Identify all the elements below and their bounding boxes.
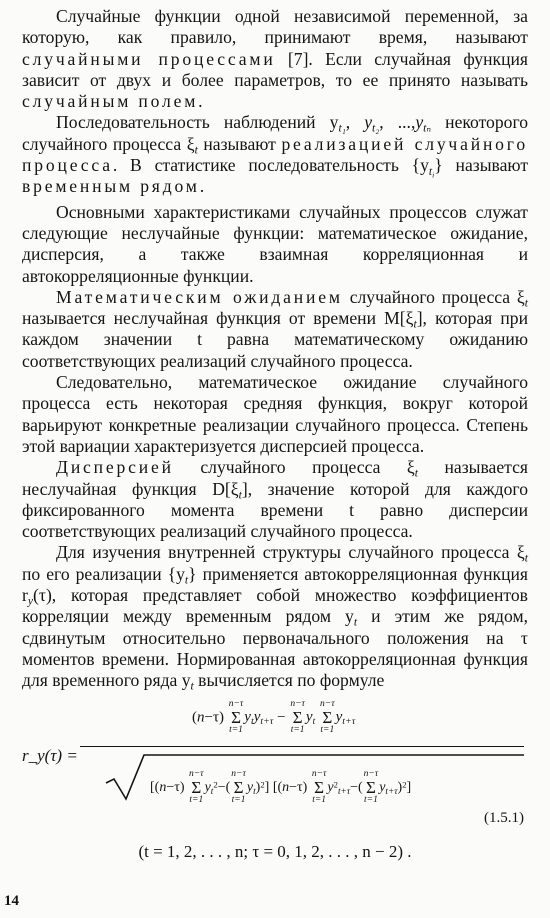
term-random-field: случайным полем — [22, 91, 199, 112]
term-random-processes: случайными процессами — [22, 48, 276, 69]
paragraph-variance: Дисперсией случайного процесса $\xi_t$ называется неслучайная функция $D[\xi_t]$, значение которой для каждого фиксированного момента времени t равно дисперсии соответствующих реализаций случайного процесса. — [22, 457, 528, 542]
term-realization: реализацией случайного процесса — [22, 133, 529, 176]
formula-range: (t = 1, 2, . . . , n; τ = 0, 1, 2, . . . , n − 2) . — [138, 841, 412, 861]
paragraph-autocorrelation: Для изучения внутренней структуры случайного процесса $\xi_t$ по его реализации $\{y_t\}$ применяется автокорреляционная функция $r_y(\tau)$, которая представляет собой множество коэффициентов корреляции между временным рядом $y_t$ и этим же рядом, сдвинутым относительно первоначального положения на τ моментов времени. Нормированная автокорреляционная функция для временного ряда $y_t$ вычисляется по формуле — [22, 542, 528, 693]
paragraph-expectation: Математическим ожиданием случайного процесса $\xi_t$ называется неслучайная функция от времени $M[\xi_t]$, которая при каждом значении t равна математическому ожиданию соответствующих реализаций случайного процесса. — [22, 286, 528, 371]
term-time-series: временным рядом — [22, 176, 200, 197]
formula-numerator: (n−τ) n−τ Σ t=1 $y_ty_{t+\tau}$ − n−τ Σ t=1 $y_t$ n−τ Σ t=1 $y_{t+\tau}$ — [192, 698, 356, 735]
term-expectation: Математическим ожиданием — [56, 286, 343, 307]
term-variance: Дисперсией — [56, 457, 174, 478]
paragraph-realization: Последовательность наблюдений $y_{t_1}$, $y_{t_2}$, $...,y_{t_n}$ некоторого случайного процесса $\xi_t$ называют реализацией случайного процесса. В статистике последовательность $\{y_{t_i}\}$ называют временным рядом. — [22, 112, 529, 197]
autocorrelation-formula — [22, 698, 528, 838]
paragraph-characteristics: Основными характеристиками случайных процессов служат следующие неслучайные функции: математическое ожидание, дисперсия, а также взаимная корреляционная и автокорреляционные функции. — [22, 201, 528, 286]
paragraph-random-processes: Случайные функции одной независимой переменной, за которую, как правило, принимают время, называют случайными процессами [7]. Если случайная функция зависит от двух и более параметров, то ее принято называть случайным полем. — [22, 6, 528, 112]
page-number: 14 — [4, 893, 19, 909]
paragraph-mean-function: Следовательно, математическое ожидание случайного процесса есть некоторая средняя функция, вокруг которой варьируют конкретные реализации случайного процесса. Степень этой вариации характеризуется дисперсией процесса. — [22, 372, 528, 456]
fraction-bar — [80, 746, 524, 747]
formula-denominator: [(n−τ) n−τ Σ t=1 $y_t^2-$( n−τ Σ t=1 $y_t)^2$] [(n−τ) n−τ Σ t=1 $y^2_{t+\tau}-$( n−τ Σ t=1 $y_{t+\tau})^2$] — [150, 768, 412, 805]
equation-number: (1.5.1) — [484, 809, 524, 826]
formula-lhs: r_y(τ) = — [22, 745, 78, 765]
